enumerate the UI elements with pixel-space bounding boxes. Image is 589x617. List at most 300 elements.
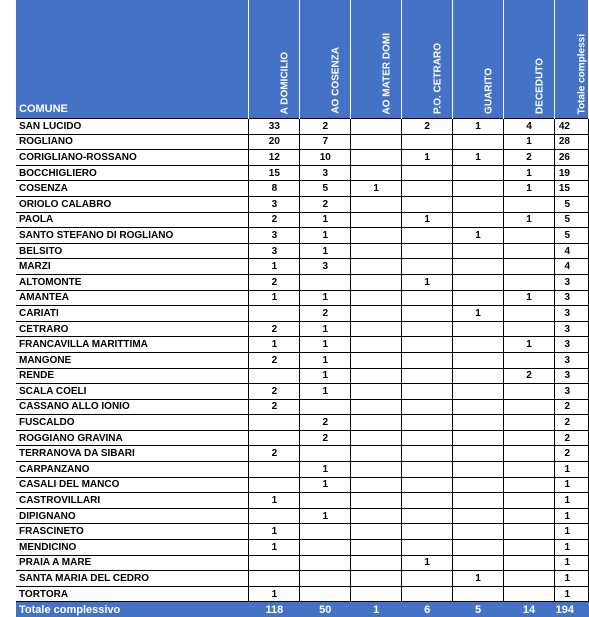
comune-cell: PRAIA A MARE: [16, 555, 249, 571]
comune-cell: FRASCINETO: [16, 524, 249, 540]
value-cell-domicilio: 20: [249, 134, 300, 150]
value-cell-cetraro: [402, 586, 453, 602]
value-cell-ao_cosenza: 7: [300, 134, 351, 150]
value-cell-totale: 3: [554, 290, 588, 306]
value-cell-ao_cosenza: [300, 540, 351, 556]
value-cell-deceduto: [504, 306, 555, 322]
value-cell-domicilio: 2: [249, 212, 300, 228]
value-cell-ao_cosenza: [300, 493, 351, 509]
table-row: [16, 430, 589, 446]
value-cell-domicilio: 1: [249, 493, 300, 509]
column-header-label: AO MATER DOMI: [381, 32, 393, 114]
value-cell-guarito: [453, 493, 504, 509]
value-cell-guarito: [453, 524, 504, 540]
value-cell-deceduto: [504, 228, 555, 244]
value-cell-mater: [351, 384, 402, 400]
value-cell-deceduto: [504, 540, 555, 556]
value-cell-guarito: 1: [453, 306, 504, 322]
footer-total-ao_cosenza: 50: [300, 602, 351, 617]
value-cell-cetraro: 1: [402, 274, 453, 290]
value-cell-ao_cosenza: [300, 399, 351, 415]
column-header-label: DECEDUTO: [534, 58, 546, 114]
footer-total-guarito: 5: [453, 602, 504, 617]
value-cell-mater: [351, 306, 402, 322]
value-cell-mater: [351, 228, 402, 244]
value-cell-domicilio: 1: [249, 259, 300, 275]
value-cell-mater: [351, 477, 402, 493]
value-cell-ao_cosenza: 1: [300, 212, 351, 228]
value-cell-totale: 5: [554, 212, 588, 228]
comune-cell: RENDE: [16, 368, 249, 384]
table-row: [16, 384, 589, 400]
value-cell-totale: 2: [554, 430, 588, 446]
value-cell-domicilio: [249, 508, 300, 524]
table-row: [16, 181, 589, 197]
value-cell-deceduto: [504, 586, 555, 602]
value-cell-guarito: 1: [453, 571, 504, 587]
value-cell-mater: [351, 555, 402, 571]
value-cell-ao_cosenza: 1: [300, 243, 351, 259]
table-row: [16, 368, 589, 384]
column-header-ao_cosenza: [300, 0, 351, 119]
table-row: [16, 352, 589, 368]
value-cell-totale: 1: [554, 477, 588, 493]
comune-cell: ROGGIANO GRAVINA: [16, 430, 249, 446]
value-cell-mater: [351, 321, 402, 337]
value-cell-totale: 3: [554, 368, 588, 384]
value-cell-cetraro: [402, 446, 453, 462]
value-cell-cetraro: [402, 399, 453, 415]
comune-cell: BELSITO: [16, 243, 249, 259]
value-cell-mater: [351, 524, 402, 540]
value-cell-deceduto: [504, 477, 555, 493]
column-header-cetraro: [402, 0, 453, 119]
value-cell-domicilio: 3: [249, 243, 300, 259]
column-header-label: GUARITO: [483, 68, 495, 114]
value-cell-mater: [351, 540, 402, 556]
value-cell-mater: [351, 508, 402, 524]
value-cell-domicilio: [249, 555, 300, 571]
value-cell-ao_cosenza: [300, 446, 351, 462]
value-cell-cetraro: [402, 368, 453, 384]
value-cell-cetraro: [402, 430, 453, 446]
value-cell-totale: 1: [554, 555, 588, 571]
value-cell-ao_cosenza: [300, 586, 351, 602]
value-cell-ao_cosenza: 1: [300, 508, 351, 524]
value-cell-totale: 4: [554, 243, 588, 259]
table-row: [16, 134, 589, 150]
value-cell-totale: 1: [554, 462, 588, 478]
value-cell-mater: [351, 337, 402, 353]
value-cell-guarito: [453, 165, 504, 181]
value-cell-ao_cosenza: 1: [300, 368, 351, 384]
value-cell-cetraro: [402, 259, 453, 275]
footer-total-deceduto: 14: [504, 602, 555, 617]
value-cell-mater: [351, 150, 402, 166]
column-header-mater: [351, 0, 402, 119]
value-cell-mater: [351, 243, 402, 259]
value-cell-deceduto: [504, 399, 555, 415]
table-row: [16, 321, 589, 337]
table-row: [16, 119, 589, 135]
value-cell-ao_cosenza: [300, 524, 351, 540]
value-cell-guarito: [453, 134, 504, 150]
spreadsheet: [16, 0, 589, 617]
value-cell-guarito: [453, 337, 504, 353]
value-cell-domicilio: 1: [249, 524, 300, 540]
comune-cell: FRANCAVILLA MARITTIMA: [16, 337, 249, 353]
value-cell-totale: 1: [554, 571, 588, 587]
comune-cell: SCALA COELI: [16, 384, 249, 400]
value-cell-deceduto: 1: [504, 165, 555, 181]
column-header-totale: [554, 0, 588, 119]
value-cell-mater: [351, 290, 402, 306]
table-row: [16, 259, 589, 275]
table-row: [16, 212, 589, 228]
value-cell-cetraro: [402, 196, 453, 212]
table-row: [16, 165, 589, 181]
value-cell-guarito: [453, 352, 504, 368]
table-row: [16, 150, 589, 166]
value-cell-cetraro: [402, 243, 453, 259]
column-header-guarito: [453, 0, 504, 119]
value-cell-domicilio: [249, 477, 300, 493]
column-header-comune: COMUNE: [16, 0, 249, 119]
value-cell-ao_cosenza: 2: [300, 119, 351, 135]
value-cell-totale: 15: [554, 181, 588, 197]
comune-cell: CASALI DEL MANCO: [16, 477, 249, 493]
value-cell-cetraro: 2: [402, 119, 453, 135]
value-cell-mater: [351, 165, 402, 181]
value-cell-mater: [351, 586, 402, 602]
table-row: [16, 243, 589, 259]
value-cell-ao_cosenza: [300, 274, 351, 290]
table-row: [16, 462, 589, 478]
value-cell-deceduto: [504, 243, 555, 259]
column-header-domicilio: [249, 0, 300, 119]
value-cell-mater: [351, 274, 402, 290]
value-cell-domicilio: 2: [249, 446, 300, 462]
value-cell-domicilio: 2: [249, 321, 300, 337]
value-cell-domicilio: 33: [249, 119, 300, 135]
value-cell-cetraro: [402, 540, 453, 556]
comune-cell: ORIOLO CALABRO: [16, 196, 249, 212]
value-cell-guarito: [453, 477, 504, 493]
value-cell-ao_cosenza: 2: [300, 196, 351, 212]
value-cell-totale: 1: [554, 508, 588, 524]
value-cell-deceduto: [504, 571, 555, 587]
value-cell-deceduto: [504, 196, 555, 212]
value-cell-guarito: [453, 321, 504, 337]
column-header-label: AO COSENZA: [330, 47, 342, 114]
value-cell-cetraro: [402, 415, 453, 431]
value-cell-deceduto: [504, 446, 555, 462]
value-cell-totale: 2: [554, 446, 588, 462]
value-cell-totale: 5: [554, 228, 588, 244]
value-cell-totale: 3: [554, 306, 588, 322]
comune-cell: COSENZA: [16, 181, 249, 197]
value-cell-guarito: 1: [453, 150, 504, 166]
value-cell-cetraro: [402, 306, 453, 322]
value-cell-cetraro: 1: [402, 212, 453, 228]
value-cell-ao_cosenza: 1: [300, 290, 351, 306]
footer-total-totale: 194: [554, 602, 588, 617]
value-cell-totale: 5: [554, 196, 588, 212]
value-cell-ao_cosenza: 1: [300, 462, 351, 478]
comune-cell: ALTOMONTE: [16, 274, 249, 290]
value-cell-totale: 3: [554, 274, 588, 290]
value-cell-cetraro: [402, 571, 453, 587]
value-cell-domicilio: [249, 368, 300, 384]
value-cell-domicilio: 15: [249, 165, 300, 181]
value-cell-cetraro: [402, 321, 453, 337]
value-cell-ao_cosenza: 2: [300, 430, 351, 446]
value-cell-totale: 2: [554, 399, 588, 415]
value-cell-cetraro: [402, 384, 453, 400]
value-cell-deceduto: [504, 524, 555, 540]
value-cell-totale: 1: [554, 524, 588, 540]
column-header-label: P.O. CETRARO: [432, 43, 444, 114]
value-cell-totale: 3: [554, 337, 588, 353]
value-cell-deceduto: [504, 321, 555, 337]
value-cell-deceduto: 1: [504, 290, 555, 306]
value-cell-domicilio: [249, 415, 300, 431]
value-cell-ao_cosenza: 1: [300, 228, 351, 244]
value-cell-deceduto: [504, 274, 555, 290]
value-cell-guarito: [453, 290, 504, 306]
value-cell-cetraro: [402, 228, 453, 244]
value-cell-guarito: [453, 196, 504, 212]
comune-cell: SANTA MARIA DEL CEDRO: [16, 571, 249, 587]
value-cell-guarito: 1: [453, 228, 504, 244]
table-row: [16, 337, 589, 353]
value-cell-ao_cosenza: 1: [300, 337, 351, 353]
value-cell-guarito: [453, 446, 504, 462]
value-cell-cetraro: [402, 524, 453, 540]
value-cell-totale: 42: [554, 119, 588, 135]
value-cell-ao_cosenza: [300, 555, 351, 571]
value-cell-cetraro: [402, 352, 453, 368]
value-cell-deceduto: [504, 508, 555, 524]
value-cell-totale: 2: [554, 415, 588, 431]
value-cell-ao_cosenza: 5: [300, 181, 351, 197]
value-cell-deceduto: 1: [504, 337, 555, 353]
value-cell-deceduto: [504, 555, 555, 571]
table-row: [16, 446, 589, 462]
value-cell-cetraro: [402, 508, 453, 524]
value-cell-totale: 3: [554, 321, 588, 337]
value-cell-domicilio: 2: [249, 274, 300, 290]
table-body: [16, 119, 589, 602]
value-cell-domicilio: 12: [249, 150, 300, 166]
column-header-deceduto: [504, 0, 555, 119]
comune-cell: TORTORA: [16, 586, 249, 602]
value-cell-guarito: [453, 540, 504, 556]
value-cell-totale: 26: [554, 150, 588, 166]
value-cell-deceduto: 1: [504, 181, 555, 197]
value-cell-domicilio: 1: [249, 586, 300, 602]
value-cell-mater: [351, 462, 402, 478]
footer-label: Totale complessivo: [16, 602, 249, 617]
value-cell-deceduto: [504, 259, 555, 275]
value-cell-mater: [351, 446, 402, 462]
footer-total-mater: 1: [351, 602, 402, 617]
value-cell-guarito: [453, 555, 504, 571]
comune-cell: MENDICINO: [16, 540, 249, 556]
value-cell-guarito: [453, 430, 504, 446]
table-row: [16, 555, 589, 571]
value-cell-mater: [351, 493, 402, 509]
value-cell-totale: 3: [554, 352, 588, 368]
header-row: [16, 0, 589, 119]
value-cell-domicilio: 2: [249, 384, 300, 400]
value-cell-guarito: [453, 243, 504, 259]
value-cell-mater: [351, 212, 402, 228]
value-cell-totale: 1: [554, 493, 588, 509]
comune-cell: MANGONE: [16, 352, 249, 368]
value-cell-ao_cosenza: 1: [300, 321, 351, 337]
value-cell-ao_cosenza: 1: [300, 384, 351, 400]
value-cell-ao_cosenza: 10: [300, 150, 351, 166]
value-cell-domicilio: 3: [249, 228, 300, 244]
table-row: [16, 290, 589, 306]
comune-cell: SANTO STEFANO DI ROGLIANO: [16, 228, 249, 244]
data-table: [16, 0, 589, 617]
value-cell-deceduto: [504, 415, 555, 431]
comune-cell: MARZI: [16, 259, 249, 275]
value-cell-ao_cosenza: 3: [300, 259, 351, 275]
value-cell-mater: [351, 259, 402, 275]
comune-cell: FUSCALDO: [16, 415, 249, 431]
value-cell-cetraro: [402, 337, 453, 353]
value-cell-cetraro: [402, 290, 453, 306]
value-cell-cetraro: [402, 462, 453, 478]
value-cell-cetraro: [402, 477, 453, 493]
table-row: [16, 477, 589, 493]
comune-cell: CARIATI: [16, 306, 249, 322]
table-row: [16, 274, 589, 290]
table-row: [16, 571, 589, 587]
table-row: [16, 228, 589, 244]
table-row: [16, 586, 589, 602]
value-cell-ao_cosenza: 1: [300, 477, 351, 493]
value-cell-guarito: [453, 399, 504, 415]
value-cell-mater: [351, 134, 402, 150]
value-cell-domicilio: 2: [249, 399, 300, 415]
value-cell-mater: [351, 399, 402, 415]
table-row: [16, 196, 589, 212]
footer-total-row: [16, 602, 589, 617]
table-row: [16, 524, 589, 540]
value-cell-domicilio: 1: [249, 540, 300, 556]
value-cell-mater: [351, 196, 402, 212]
value-cell-cetraro: [402, 134, 453, 150]
value-cell-domicilio: [249, 430, 300, 446]
comune-cell: BOCCHIGLIERO: [16, 165, 249, 181]
value-cell-mater: [351, 571, 402, 587]
value-cell-totale: 1: [554, 540, 588, 556]
table-row: [16, 493, 589, 509]
table-row: [16, 306, 589, 322]
value-cell-totale: 1: [554, 586, 588, 602]
comune-cell: CARPANZANO: [16, 462, 249, 478]
comune-cell: AMANTEA: [16, 290, 249, 306]
value-cell-guarito: [453, 274, 504, 290]
value-cell-cetraro: [402, 493, 453, 509]
value-cell-deceduto: 4: [504, 119, 555, 135]
comune-cell: CASTROVILLARI: [16, 493, 249, 509]
value-cell-totale: 19: [554, 165, 588, 181]
value-cell-guarito: 1: [453, 119, 504, 135]
table-row: [16, 399, 589, 415]
value-cell-ao_cosenza: [300, 571, 351, 587]
value-cell-guarito: [453, 259, 504, 275]
value-cell-domicilio: 8: [249, 181, 300, 197]
value-cell-deceduto: [504, 384, 555, 400]
comune-cell: CASSANO ALLO IONIO: [16, 399, 249, 415]
value-cell-guarito: [453, 415, 504, 431]
comune-cell: DIPIGNANO: [16, 508, 249, 524]
value-cell-cetraro: 1: [402, 150, 453, 166]
value-cell-domicilio: 3: [249, 196, 300, 212]
value-cell-ao_cosenza: 3: [300, 165, 351, 181]
value-cell-guarito: [453, 462, 504, 478]
value-cell-guarito: [453, 212, 504, 228]
value-cell-guarito: [453, 368, 504, 384]
value-cell-domicilio: 1: [249, 290, 300, 306]
value-cell-deceduto: [504, 352, 555, 368]
table-row: [16, 415, 589, 431]
value-cell-guarito: [453, 181, 504, 197]
value-cell-domicilio: [249, 462, 300, 478]
value-cell-totale: 28: [554, 134, 588, 150]
value-cell-totale: 4: [554, 259, 588, 275]
value-cell-deceduto: [504, 462, 555, 478]
value-cell-cetraro: 1: [402, 555, 453, 571]
comune-cell: PAOLA: [16, 212, 249, 228]
value-cell-deceduto: 2: [504, 368, 555, 384]
value-cell-ao_cosenza: 2: [300, 306, 351, 322]
value-cell-mater: [351, 430, 402, 446]
value-cell-cetraro: [402, 165, 453, 181]
footer-total-domicilio: 118: [249, 602, 300, 617]
comune-cell: SAN LUCIDO: [16, 119, 249, 135]
value-cell-domicilio: [249, 306, 300, 322]
comune-cell: TERRANOVA DA SIBARI: [16, 446, 249, 462]
value-cell-domicilio: 1: [249, 337, 300, 353]
table-row: [16, 540, 589, 556]
table-row: [16, 508, 589, 524]
value-cell-mater: [351, 352, 402, 368]
column-header-label: A DOMICILIO: [279, 51, 291, 114]
value-cell-domicilio: 2: [249, 352, 300, 368]
column-header-label: Totale complessi: [576, 33, 588, 114]
value-cell-totale: 3: [554, 384, 588, 400]
comune-cell: CETRARO: [16, 321, 249, 337]
value-cell-deceduto: 1: [504, 212, 555, 228]
comune-cell: CORIGLIANO-ROSSANO: [16, 150, 249, 166]
value-cell-ao_cosenza: 2: [300, 415, 351, 431]
value-cell-guarito: [453, 508, 504, 524]
value-cell-mater: [351, 368, 402, 384]
value-cell-domicilio: [249, 571, 300, 587]
value-cell-deceduto: 1: [504, 134, 555, 150]
value-cell-ao_cosenza: 1: [300, 352, 351, 368]
footer-total-cetraro: 6: [402, 602, 453, 617]
value-cell-guarito: [453, 384, 504, 400]
value-cell-deceduto: 2: [504, 150, 555, 166]
value-cell-mater: [351, 415, 402, 431]
